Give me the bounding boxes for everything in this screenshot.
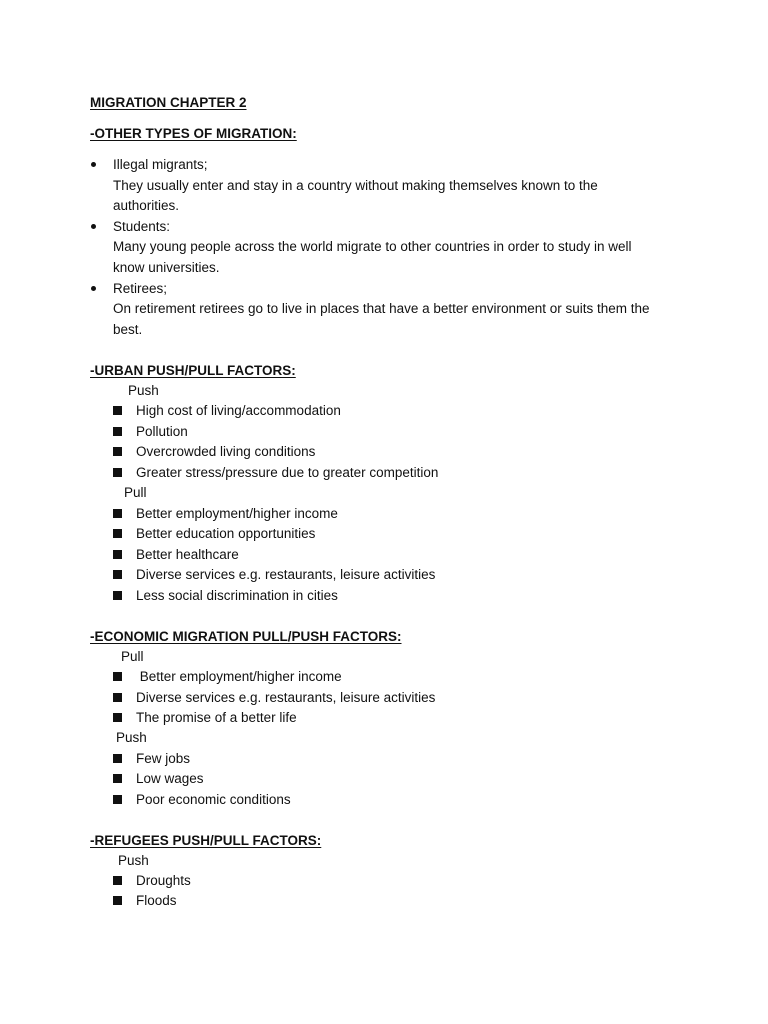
list-item: Pollution [136, 424, 188, 439]
list-item: Poor economic conditions [136, 792, 291, 807]
bullet-icon [91, 162, 96, 167]
square-bullet-icon [113, 774, 122, 783]
section-heading-other-types: -OTHER TYPES OF MIGRATION: [90, 126, 297, 141]
square-bullet-icon [113, 550, 122, 559]
square-bullet-icon [113, 672, 122, 681]
list-item-text: best. [113, 322, 143, 337]
list-item-label: Illegal migrants; [113, 157, 208, 172]
square-bullet-icon [113, 876, 122, 885]
list-item: Better employment/higher income [136, 506, 338, 521]
list-item: Droughts [136, 873, 191, 888]
square-bullet-icon [113, 795, 122, 804]
list-item: Low wages [136, 771, 204, 786]
square-bullet-icon [113, 427, 122, 436]
page-title: MIGRATION CHAPTER 2 [90, 95, 247, 110]
list-item-text: authorities. [113, 198, 180, 213]
section-heading-economic: -ECONOMIC MIGRATION PULL/PUSH FACTORS: [90, 629, 402, 644]
square-bullet-icon [113, 406, 122, 415]
square-bullet-icon [113, 529, 122, 538]
list-item: Less social discrimination in cities [136, 588, 338, 603]
square-bullet-icon [113, 693, 122, 702]
list-item: Diverse services e.g. restaurants, leisure activities [136, 567, 436, 582]
pull-label: Pull [121, 649, 144, 664]
list-item: The promise of a better life [136, 710, 297, 725]
section-heading-refugees: -REFUGEES PUSH/PULL FACTORS: [90, 833, 322, 848]
list-item-label: Retirees; [113, 281, 168, 296]
square-bullet-icon [113, 468, 122, 477]
bullet-icon [91, 224, 96, 229]
list-item-text: They usually enter and stay in a country without making themselves known to the [113, 178, 598, 193]
bullet-icon [91, 286, 96, 291]
square-bullet-icon [113, 591, 122, 600]
push-label: Push [128, 383, 159, 398]
list-item: Floods [136, 893, 177, 908]
pull-label: Pull [124, 485, 147, 500]
push-label: Push [116, 730, 147, 745]
square-bullet-icon [113, 754, 122, 763]
section-heading-urban: -URBAN PUSH/PULL FACTORS: [90, 363, 296, 378]
square-bullet-icon [113, 447, 122, 456]
square-bullet-icon [113, 896, 122, 905]
list-item: Overcrowded living conditions [136, 444, 316, 459]
list-item: Few jobs [136, 751, 191, 766]
push-label: Push [118, 853, 149, 868]
list-item-text: know universities. [113, 260, 220, 275]
list-item: Better education opportunities [136, 526, 316, 541]
list-item-text: Many young people across the world migrate to other countries in order to study in well [113, 239, 632, 254]
list-item: Greater stress/pressure due to greater competition [136, 465, 439, 480]
square-bullet-icon [113, 509, 122, 518]
square-bullet-icon [113, 570, 122, 579]
list-item: Diverse services e.g. restaurants, leisure activities [136, 690, 436, 705]
list-item: Better employment/higher income [136, 669, 342, 684]
list-item-text: On retirement retirees go to live in places that have a better environment or suits them the [113, 301, 650, 316]
list-item: High cost of living/accommodation [136, 403, 341, 418]
list-item: Better healthcare [136, 547, 239, 562]
list-item-label: Students: [113, 219, 171, 234]
square-bullet-icon [113, 713, 122, 722]
